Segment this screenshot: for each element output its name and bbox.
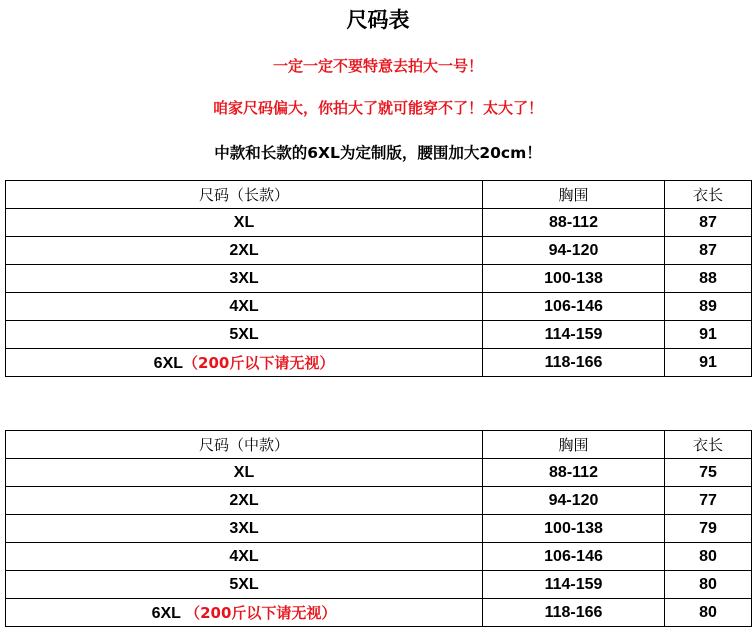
cell-length: 80 (665, 571, 752, 599)
cell-size: 3XL (6, 515, 483, 543)
cell-size: 3XL (6, 265, 483, 293)
size-table-medium (5, 430, 752, 627)
table-row (6, 209, 752, 237)
cell-size: 5XL (6, 321, 483, 349)
cell-length: 87 (665, 237, 752, 265)
header-chest: 胸围 (483, 181, 665, 209)
cell-length: 77 (665, 487, 752, 515)
cell-size: 5XL (6, 571, 483, 599)
cell-size (6, 599, 483, 627)
cell-chest: 100-138 (483, 265, 665, 293)
table-row (6, 321, 752, 349)
custom-size-note: 中款和长款的6XL为定制版，腰围加大20cm！ (214, 144, 542, 162)
cell-length: 88 (665, 265, 752, 293)
table-row (6, 543, 752, 571)
page-title: 尺码表 (346, 8, 410, 32)
size-note: （200斤以下请无视） (183, 354, 335, 372)
table-header-row (6, 181, 752, 209)
table-row (6, 599, 752, 627)
cell-size: 4XL (6, 543, 483, 571)
table-header-row (6, 431, 752, 459)
table-row (6, 349, 752, 377)
cell-size: 2XL (6, 487, 483, 515)
cell-chest: 118-166 (483, 599, 665, 627)
cell-size: 4XL (6, 293, 483, 321)
cell-size (6, 349, 483, 377)
cell-length: 75 (665, 459, 752, 487)
header-chest: 胸围 (483, 431, 665, 459)
cell-chest: 100-138 (483, 515, 665, 543)
header-size: 尺码（中款） (6, 431, 483, 459)
cell-length: 89 (665, 293, 752, 321)
table-row (6, 293, 752, 321)
cell-chest: 118-166 (483, 349, 665, 377)
cell-size: 2XL (6, 237, 483, 265)
cell-length: 91 (665, 321, 752, 349)
size-note: （200斤以下请无视） (185, 604, 337, 622)
cell-chest: 94-120 (483, 237, 665, 265)
size-label: 6XL (153, 355, 184, 372)
cell-chest: 88-112 (483, 209, 665, 237)
cell-chest: 94-120 (483, 487, 665, 515)
cell-chest: 114-159 (483, 321, 665, 349)
header-length: 衣长 (665, 431, 752, 459)
warning-note-1: 一定一定不要特意去拍大一号！ (272, 57, 483, 75)
cell-chest: 88-112 (483, 459, 665, 487)
cell-length: 80 (665, 599, 752, 627)
cell-chest: 114-159 (483, 571, 665, 599)
cell-length: 79 (665, 515, 752, 543)
size-label: 6XL (151, 605, 181, 622)
cell-chest: 106-146 (483, 293, 665, 321)
table-row (6, 487, 752, 515)
header-size: 尺码（长款） (6, 181, 483, 209)
cell-length: 80 (665, 543, 752, 571)
table-row (6, 515, 752, 543)
cell-length: 87 (665, 209, 752, 237)
cell-chest: 106-146 (483, 543, 665, 571)
cell-size: XL (6, 209, 483, 237)
table-row (6, 237, 752, 265)
header-length: 衣长 (665, 181, 752, 209)
table-row (6, 265, 752, 293)
table-row (6, 459, 752, 487)
warning-note-2: 咱家尺码偏大，你拍大了就可能穿不了！太大了！ (212, 99, 543, 117)
cell-length: 91 (665, 349, 752, 377)
size-table-long (5, 180, 752, 377)
table-row (6, 571, 752, 599)
cell-size: XL (6, 459, 483, 487)
